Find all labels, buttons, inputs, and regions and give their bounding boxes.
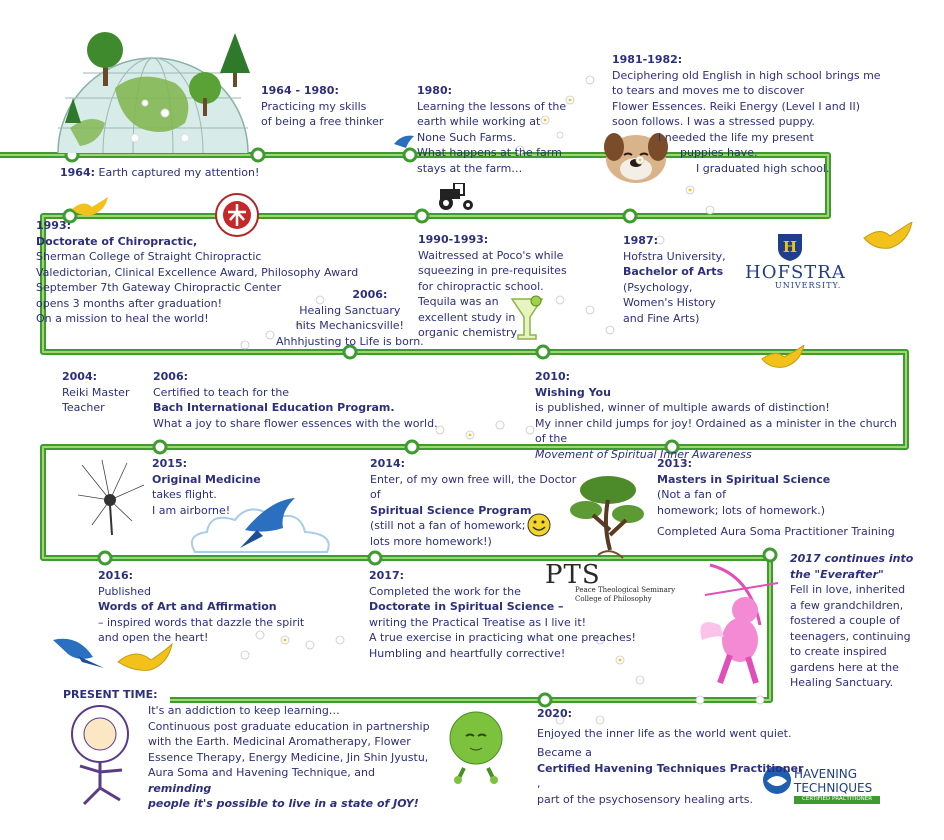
hofstra-sub: UNIVERSITY. xyxy=(775,281,842,290)
event-2006-sanctuary: 2006: Healing Sanctuary hits Mechanicsville! Ahhhjusting to Life is born. xyxy=(276,288,424,348)
event-1981-1982: 1981-1982: Deciphering old English in high school brings me to tears and moves me to discover Flower Essences. Reiki Energy (Level I and II) soon follows. I was a stressed puppy. I needed the life my present puppies have. I graduated high school. xyxy=(612,53,881,175)
event-2014: 2014: Enter, of my own free will, the Doctor of Spiritual Science Program (still not a fan of homework; lots more homework!) xyxy=(370,457,577,548)
pts-logo-line1: Peace Theological Seminary xyxy=(575,586,676,594)
event-2015: 2015: Original Medicine takes flight. I am airborne! xyxy=(152,457,261,517)
event-1980: 1980: Learning the lessons of the earth while working at None Such Farms. What happens at the farm stays at the farm… xyxy=(417,84,567,175)
present-time-heading: PRESENT TIME: xyxy=(63,688,158,701)
pts-logo-mark: PTS xyxy=(545,560,601,590)
event-2020: 2020: Enjoyed the inner life as the world went quiet. Became a Certified Havening Techniques Practitioner , part of the psychosensory healing arts. xyxy=(537,707,804,806)
present-time-text: It's an addiction to keep learning… Continuous post graduate education in partnership with the Earth. Medicinal Aromatherapy, Flower Essence Therapy, Energy Medicine, Jin Shin Jyustu, Aura Soma and Havening Technique, and reminding people it's possible to live in a state of JOY! xyxy=(148,704,430,810)
event-2017-everafter: 2017 continues into the "Everafter" Fell in love, inherited a few grandchildren, fostered a couple of teenagers, continuing to create inspired gardens here at the Healing Sanctuary. xyxy=(790,552,914,689)
event-1987: 1987: Hofstra University, Bachelor of Arts (Psychology, Women's History and Fine Arts) xyxy=(623,234,726,325)
havening-logo-line2: TECHNIQUES xyxy=(794,781,873,795)
hofstra-name: HOFSTRA xyxy=(745,262,846,283)
event-2010: 2010: Wishing You is published, winner of multiple awards of distinction! My inner child jumps for joy! Ordained as a minister in the church of the Movement of Spiritual Inner Awareness xyxy=(535,370,897,461)
event-1990-1993: 1990-1993: Waitressed at Poco's while squeezing in pre-requisites for chiropractic school. Tequila was an excellent study in organic chemistry xyxy=(418,233,567,339)
event-2004: 2004: Reiki Master Teacher xyxy=(62,370,130,414)
event-2006: 2006: Certified to teach for the Bach International Education Program. What a joy to share flower essences with the world. xyxy=(153,370,438,430)
event-1964: 1964: Earth captured my attention! xyxy=(60,166,260,179)
pts-logo-line2: College of Philosophy xyxy=(575,595,652,603)
event-2013: 2013: Masters in Spiritual Science (Not a fan of homework; lots of homework.) Completed Aura Soma Practitioner Training xyxy=(657,457,895,538)
svg-text:H: H xyxy=(782,238,798,256)
event-2017: 2017: Completed the work for the Doctorate in Spiritual Science – writing the Practical Treatise as I live it! A true exercise in practicing what one preaches! Humbling and heartfully corrective! xyxy=(369,569,636,660)
event-2016: 2016: Published Words of Art and Affirmation – inspired words that dazzle the spirit and open the heart! xyxy=(98,569,305,644)
event-1993: 1993: Doctorate of Chiropractic, Sherman College of Straight Chiropractic Valedictorian, Clinical Excellence Award, Philosophy Award September 7th Gateway Chiropractic Center opens 3 months after graduation! On a mission to heal the world! xyxy=(36,219,359,325)
havening-logo-line3: CERTIFIED PRACTITIONER xyxy=(802,796,873,802)
havening-logo-line1: HAVENING xyxy=(794,767,858,781)
event-1964-1980: 1964 - 1980: Practicing my skills of being a free thinker xyxy=(261,84,384,128)
